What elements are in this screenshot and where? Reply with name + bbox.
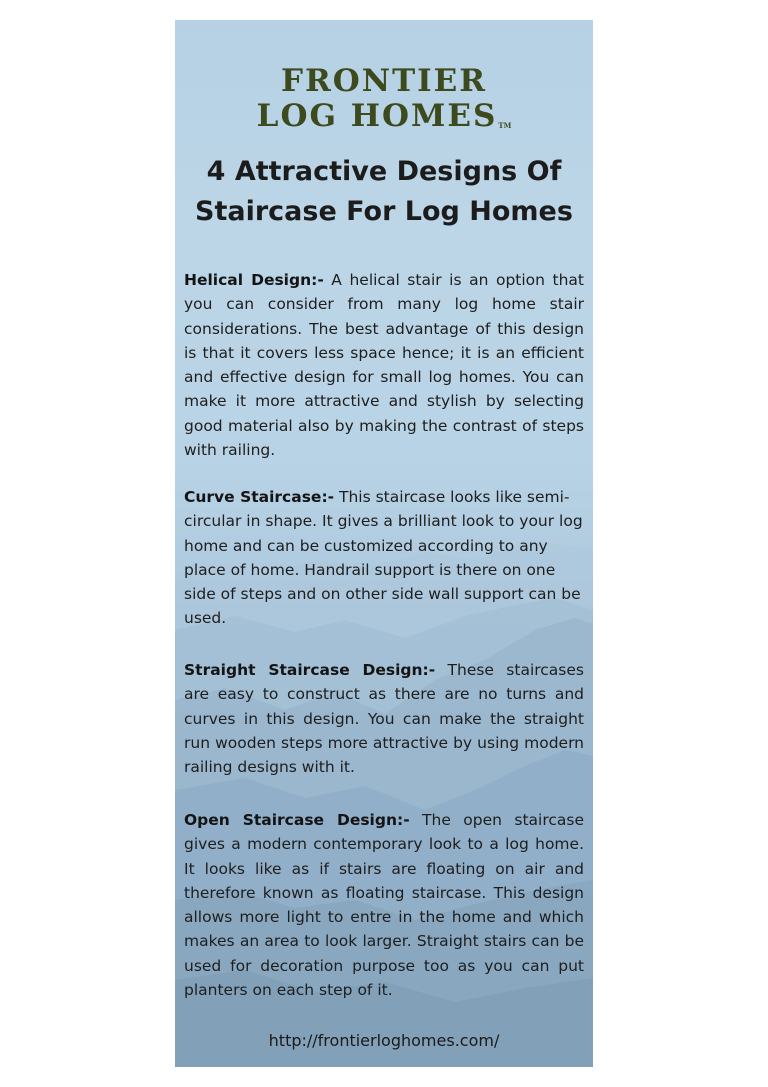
section-body: A helical stair is an option that you can consider from many log home stair considerations. The best advantage of this design is that it covers less space hence; it is an efficient and effective design for small log homes. You can make it more attractive and stylish by selecting good material also by making the contrast of steps with railing.	[184, 271, 584, 460]
section-open	[184, 808, 584, 1002]
page-title: 4 Attractive Designs Of Staircase For Log Homes	[195, 156, 573, 227]
section-helical	[184, 268, 584, 462]
section-body: The open staircase gives a modern contemporary look to a log home. It looks like as if stairs are floating on air and therefore known as floating staircase. This design allows more light to entre in the home and which makes an area to look larger. Straight stairs can be used for decoration purpose too as you can put planters on each step of it.	[184, 811, 584, 1000]
section-heading: Open Staircase Design:-	[184, 811, 410, 829]
section-straight	[184, 658, 584, 779]
section-heading: Helical Design:-	[184, 271, 324, 289]
infographic-poster	[175, 20, 593, 1067]
section-heading: Straight Staircase Design:-	[184, 661, 436, 679]
section-curve	[184, 485, 584, 631]
brand-logo	[175, 64, 593, 143]
website-link[interactable]: http://frontierloghomes.com/	[268, 1031, 500, 1050]
section-body: These staircases are easy to construct as there are no turns and curves in this design. You can make the straight run wooden steps more attractive by using modern railing designs with it.	[184, 661, 584, 777]
section-body: This staircase looks like semi-circular in shape. It gives a brilliant look to your log home and can be customized according to any place of home. Handrail support is there on one side of steps and on other side wall support can be used.	[184, 488, 583, 628]
section-heading: Curve Staircase:-	[184, 488, 335, 506]
brand-line-2-text: LOG HOMES	[256, 98, 498, 134]
brand-line-2	[175, 99, 593, 143]
trademark-mark: TM	[498, 121, 512, 130]
brand-line-1: FRONTIER	[280, 63, 488, 99]
